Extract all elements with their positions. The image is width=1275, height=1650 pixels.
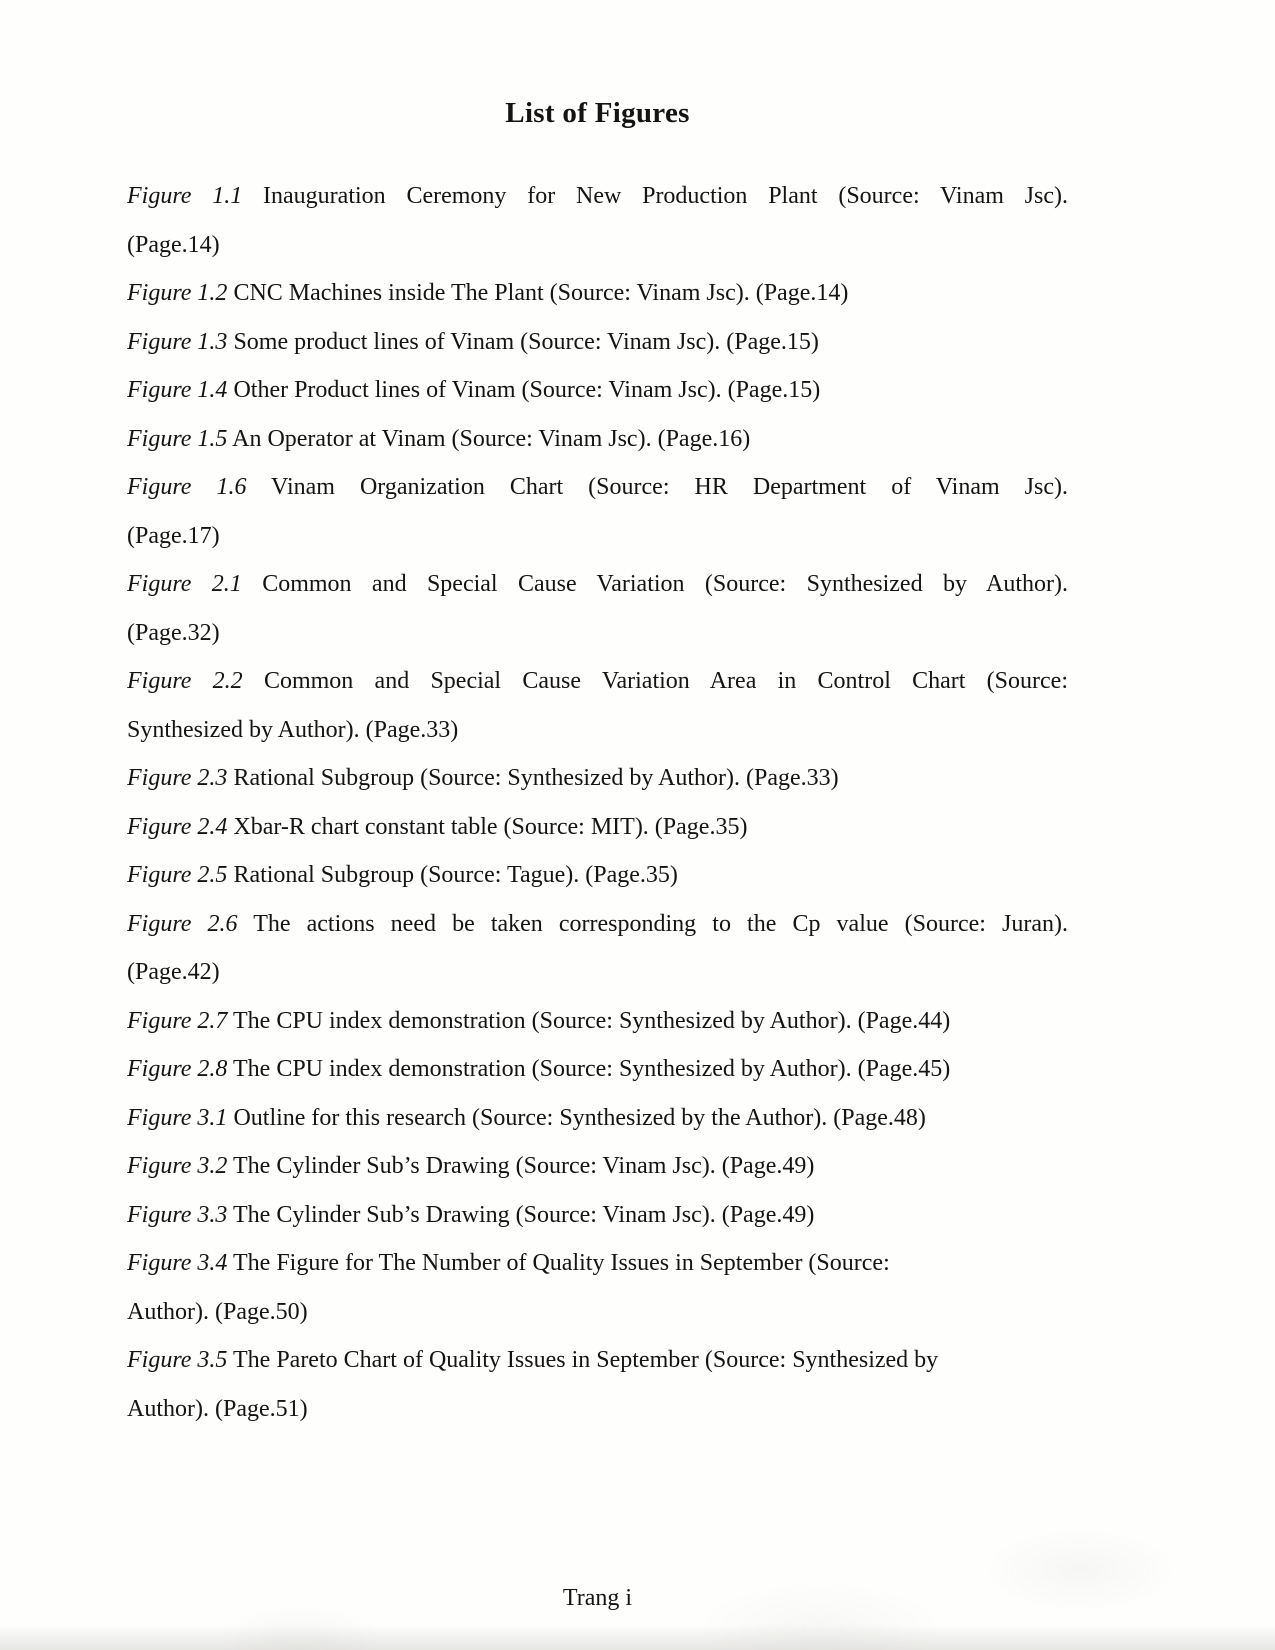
figure-label: Figure 3.3: [127, 1201, 228, 1228]
figure-entry: [127, 560, 1068, 657]
figure-entry: [127, 851, 1068, 900]
figure-entry: [127, 366, 1068, 415]
figure-label: Figure 2.6: [127, 910, 238, 937]
entry-line: Figure 3.1 Outline for this research (Source: Synthesized by the Author). (Page.48): [127, 1104, 926, 1131]
figure-entry: [127, 1191, 1068, 1240]
entry-line: Figure 2.7 The CPU index demonstration (Source: Synthesized by Author). (Page.44): [127, 1007, 951, 1034]
figure-label: Figure 1.6: [127, 474, 247, 500]
figure-label: Figure 3.5: [127, 1347, 228, 1373]
figure-label: Figure 1.5: [127, 425, 228, 452]
page-footer: Trang i: [562, 1585, 633, 1611]
entry-line: Figure 3.3 The Cylinder Sub’s Drawing (Source: Vinam Jsc). (Page.49): [127, 1201, 815, 1228]
scan-edge-artifact: [0, 1624, 1275, 1650]
figure-entry: [127, 463, 1068, 560]
figure-label: Figure 3.2: [127, 1153, 228, 1179]
entry-line: Synthesized by Author). (Page.33): [127, 716, 459, 743]
page-content: [127, 0, 1068, 1433]
figure-label: Figure 1.2: [127, 280, 228, 306]
figure-entry: [127, 172, 1068, 269]
entry-line: Figure 3.2 The Cylinder Sub’s Drawing (Source: Vinam Jsc). (Page.49): [127, 1153, 815, 1179]
figure-label: Figure 1.4: [127, 377, 228, 403]
figure-entry: [127, 318, 1068, 367]
figure-label: Figure 3.4: [127, 1250, 228, 1276]
page-title: List of Figures: [505, 97, 690, 129]
figure-entry: [127, 1045, 1068, 1094]
figure-entry: [127, 269, 1068, 318]
figure-label: Figure 2.8: [127, 1056, 228, 1082]
entry-line: Figure 2.8 The CPU index demonstration (Source: Synthesized by Author). (Page.45): [127, 1056, 951, 1082]
entry-line: (Page.17): [127, 522, 220, 549]
entry-line: Author). (Page.51): [127, 1395, 308, 1422]
entry-line: Figure 2.4 Xbar-R chart constant table (Source: MIT). (Page.35): [127, 813, 748, 840]
entry-line: Figure 2.6 The actions need be taken corresponding to the Cp value (Source: Juran).: [127, 910, 1068, 937]
entry-line: (Page.32): [127, 619, 220, 646]
figure-entry: [127, 997, 1068, 1046]
entry-line: Figure 2.5 Rational Subgroup (Source: Tague). (Page.35): [127, 862, 678, 888]
figure-label: Figure 2.7: [127, 1007, 228, 1034]
entry-line: Figure 3.4 The Figure for The Number of Quality Issues in September (Source:: [127, 1250, 890, 1276]
entry-line: Figure 2.2 Common and Special Cause Variation Area in Control Chart (Source:: [127, 668, 1068, 694]
figure-label: Figure 2.4: [127, 813, 228, 840]
entry-line: Figure 1.6 Vinam Organization Chart (Source: HR Department of Vinam Jsc).: [127, 474, 1068, 500]
figure-list: [127, 172, 1068, 1433]
figure-entry: [127, 415, 1068, 464]
entry-line: Figure 1.4 Other Product lines of Vinam (Source: Vinam Jsc). (Page.15): [127, 377, 821, 403]
entry-line: Figure 2.3 Rational Subgroup (Source: Synthesized by Author). (Page.33): [127, 765, 839, 791]
entry-line: (Page.14): [127, 231, 220, 258]
figure-label: Figure 1.1: [127, 183, 243, 209]
figure-label: Figure 2.2: [127, 668, 243, 694]
entry-line: Figure 3.5 The Pareto Chart of Quality Issues in September (Source: Synthesized by: [127, 1347, 939, 1373]
entry-line: Author). (Page.50): [127, 1298, 308, 1325]
entry-line: (Page.42): [127, 959, 220, 985]
figure-entry: [127, 1142, 1068, 1191]
figure-label: Figure 1.3: [127, 328, 228, 355]
figure-label: Figure 2.5: [127, 862, 228, 888]
entry-line: Figure 1.1 Inauguration Ceremony for New Production Plant (Source: Vinam Jsc).: [127, 183, 1068, 209]
figure-entry: [127, 1239, 1068, 1336]
entry-line: Figure 1.5 An Operator at Vinam (Source: Vinam Jsc). (Page.16): [127, 425, 751, 452]
entry-line: Figure 2.1 Common and Special Cause Variation (Source: Synthesized by Author).: [127, 571, 1068, 597]
figure-entry: [127, 1336, 1068, 1433]
figure-label: Figure 2.3: [127, 765, 228, 791]
figure-entry: [127, 803, 1068, 852]
figure-label: Figure 3.1: [127, 1104, 228, 1131]
figure-entry: [127, 754, 1068, 803]
figure-entry: [127, 657, 1068, 754]
entry-line: Figure 1.3 Some product lines of Vinam (Source: Vinam Jsc). (Page.15): [127, 328, 819, 355]
figure-entry: [127, 1094, 1068, 1143]
figure-label: Figure 2.1: [127, 571, 242, 597]
entry-line: Figure 1.2 CNC Machines inside The Plant (Source: Vinam Jsc). (Page.14): [127, 280, 849, 306]
figure-entry: [127, 900, 1068, 997]
